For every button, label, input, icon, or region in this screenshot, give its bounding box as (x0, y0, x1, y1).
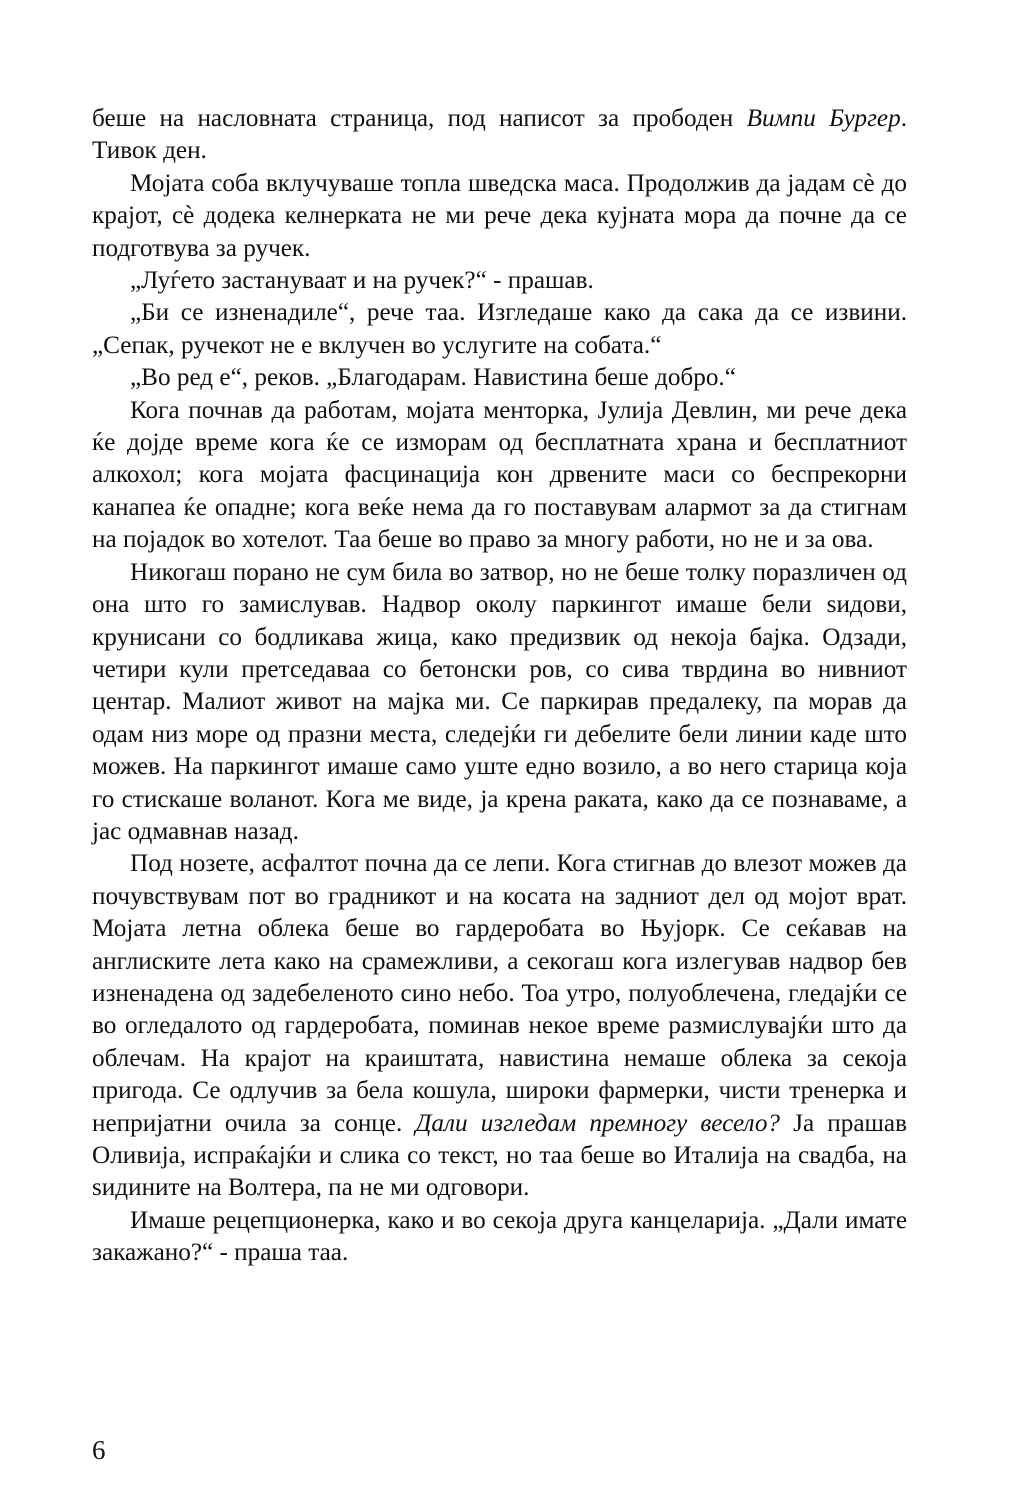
paragraph-text: „Во ред е“, реков. „Благодарам. Навистина беше добро.“ (130, 364, 736, 392)
paragraph (92, 362, 907, 394)
italic-question: Дали изгледам премногу весело? (415, 1109, 781, 1137)
paragraph-text: „Луѓето застануваат и на ручек?“ - прашав. (130, 267, 594, 295)
page-number: 6 (92, 1435, 106, 1465)
paragraph (92, 168, 907, 265)
paragraph-text: Мојата соба вклучуваше топла шведска маса. Продолжив да јадам сѐ до крајот, сѐ додека келнерката не ми рече дека кујната мора да почне да се подготвува за ручек. (92, 169, 907, 262)
paragraph (92, 265, 907, 297)
paragraph-text: Имаше рецепционерка, како и во секоја друга канцеларија. „Дали имате закажано?“ - праша таа. (92, 1206, 907, 1267)
paragraph-text: . Тивок ден. (92, 105, 907, 165)
paragraph-text: Ја прашав Оливија, испраќајќи и слика со текст, но таа беше во Италија на свадба, на ѕидините на Волтера, па не ми одговори. (92, 1109, 907, 1202)
paragraph (92, 103, 907, 168)
paragraph-text: „Би се изненадиле“, рече таа. Изгледаше како да сака да се извини. „Сепак, ручекот не е вклучен во услугите на собата.“ (92, 299, 907, 359)
paragraph (92, 557, 907, 849)
paragraph (92, 848, 907, 1204)
italic-title: Вимпи Бургер (746, 105, 901, 132)
paragraph-text: Никогаш порано не сум била во затвор, но не беше толку поразличен од она што го замислував. Надвор околу паркингот имаше бели ѕидови, крунисани со бодликава жица, како предизвик од некоја бајка. Одзади, четири кули претседаваа со бетонски ров, со сива тврдина во нивниот центар. Малиот живот на мајка ми. Се паркирав предалеку, па морав да одам низ море од празни места, следејќи ги дебелите бели линии каде што можев. На паркингот имаше само уште едно возило, а во него старица која го стискаше воланот. Кога ме виде, ја крена раката, како да се познаваме, а јас одмавнав назад. (92, 558, 907, 845)
paragraph-text: Под нозете, асфалтот почна да се лепи. Кога стигнав до влезот можев да почувствувам пот во градникот и на косата на задниот дел од мојот врат. Мојата летна облека беше во гардеробата во Њујорк. Се сеќавав на англиските лета како на срамежливи, а секогаш кога излегував надвор бев изненадена од задебеленото сино небо. Тоа утро, полуоблечена, гледајќи се во огледалото од гардеробата, поминав некое време размислувајќи што да облечам. На крајот на краиштата, навистина немаше облека за секоја пригода. Се одлучив за бела кошула, широки фармерки, чисти тренерка и непријатни очила за сонце. (92, 850, 907, 1137)
paragraph-text: беше на насловната страница, под написот за прободен (92, 105, 747, 132)
page-body (92, 103, 907, 1270)
paragraph-text: Кога почнав да работам, мојата менторка, Јулија Девлин, ми рече дека ќе дојде време кога ќе се изморам од бесплатната храна и бесплатниот алкохол; кога мојата фасцинација кон дрвените маси со беспрекорни канапеа ќе опадне; кога веќе нема да го поставувам алармот за да стигнам на појадок во хотелот. Таа беше во право за многу работи, но не и за ова. (92, 396, 907, 554)
paragraph (92, 395, 907, 557)
paragraph (92, 1205, 907, 1270)
paragraph (92, 297, 907, 362)
